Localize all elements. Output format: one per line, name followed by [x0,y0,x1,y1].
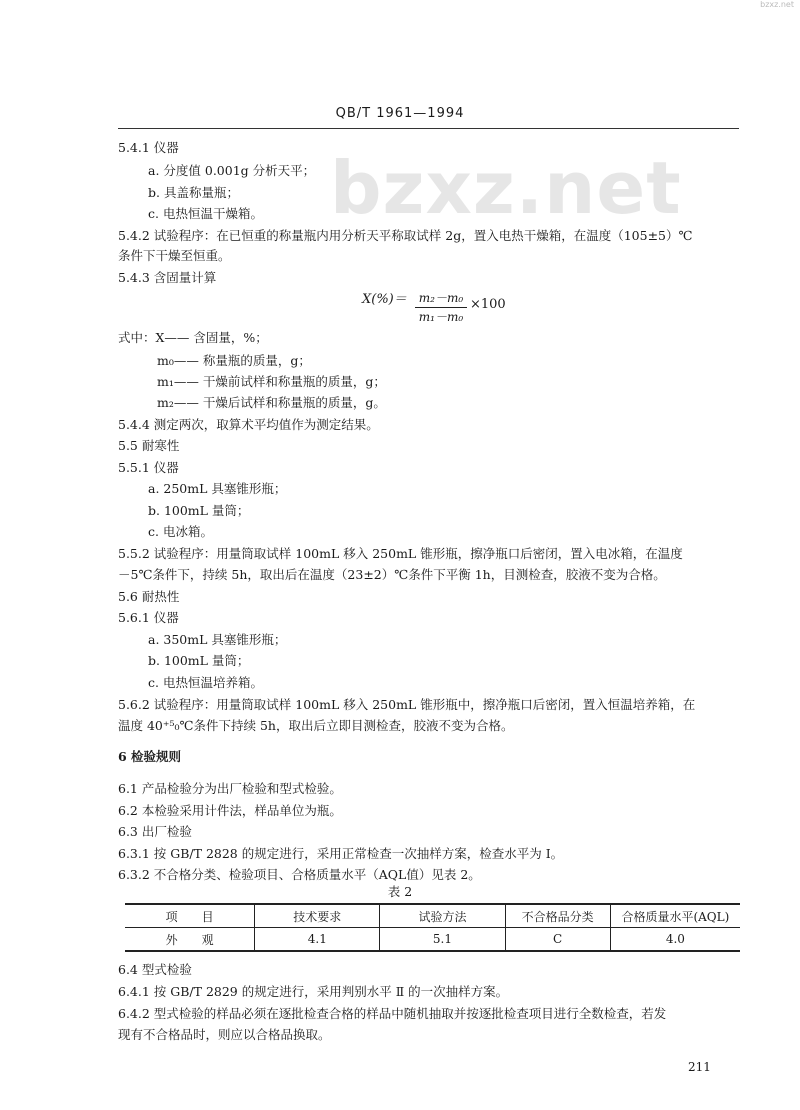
heading-6-3: 6.3 出厂检验 [118,824,192,839]
page-number: 211 [688,1060,711,1074]
table-header-cell: 项 目 [125,904,255,928]
page-header: QB/T 1961—1994 [335,106,465,121]
heading-6-4: 6.4 型式检验 [118,962,192,977]
list-item: a. 分度值 0.001g 分析天平； [148,163,316,178]
table-cell: 5.1 [380,928,505,952]
watermark: bzxz.net [330,146,682,230]
list-item: c. 电冰箱。 [148,524,213,539]
formula-lhs: X(%)＝ [362,292,407,307]
heading-5-5: 5.5 耐寒性 [118,438,180,453]
heading-5-4-1: 5.4.1 仪器 [118,140,179,155]
formula-numerator: m₂－m₀ [415,289,467,308]
paragraph: 6.3.1 按 GB/T 2828 的规定进行，采用正常检查一次抽样方案，检查水平为 Ⅰ。 [118,846,564,861]
table-caption: 表 2 [387,884,413,899]
legend-line: 式中：X—— 含固量，%； [118,330,268,345]
table-cell: C [505,928,610,952]
table-header-cell: 技术要求 [255,904,380,928]
paragraph: 6.1 产品检验分为出厂检验和型式检验。 [118,781,342,796]
header-rule [118,128,739,129]
paragraph: 现有不合格品时，则应以合格品换取。 [118,1027,331,1042]
list-item: c. 电热恒温培养箱。 [148,675,263,690]
table-cell: 外 观 [125,928,255,952]
paragraph: 温度 40⁺⁵₀℃条件下持续 5h，取出后立即目测检查，胶液不变为合格。 [118,718,514,733]
heading-5-5-1: 5.5.1 仪器 [118,460,179,475]
table-row [125,928,740,952]
formula-rhs: ×100 [470,297,506,312]
paragraph: 条件下干燥至恒重。 [118,248,231,263]
heading-5-6-1: 5.6.1 仪器 [118,610,179,625]
list-item: b. 100mL 量筒； [148,503,250,518]
heading-6: 6 检验规则 [118,749,182,764]
corner-mark: bzxz.net [760,0,794,9]
legend-line: m₁—— 干燥前试样和称量瓶的质量，g； [157,374,386,389]
table-cell: 4.0 [610,928,740,952]
formula-fraction [415,289,467,325]
paragraph: 6.3.2 不合格分类、检验项目、合格质量水平（AQL值）见表 2。 [118,867,481,882]
paragraph: 5.4.2 试验程序：在已恒重的称量瓶内用分析天平称取试样 2g，置入电热干燥箱，在温度（105±5）℃ [118,228,693,243]
heading-5-6: 5.6 耐热性 [118,589,180,604]
list-item: b. 具盖称量瓶； [148,185,239,200]
table-header-cell: 不合格品分类 [505,904,610,928]
table-header-cell: 合格质量水平(AQL) [610,904,740,928]
paragraph: 6.4.1 按 GB/T 2829 的规定进行，采用判别水平 Ⅱ 的一次抽样方案。 [118,984,509,999]
paragraph: 5.5.2 试验程序：用量筒取试样 100mL 移入 250mL 锥形瓶，擦净瓶口后密闭，置入电冰箱，在温度 [118,546,683,561]
list-item: a. 250mL 具塞锥形瓶； [148,481,287,496]
list-item: a. 350mL 具塞锥形瓶； [148,632,287,647]
formula-denominator: m₁－m₀ [418,310,464,324]
heading-5-4-3: 5.4.3 含固量计算 [118,270,217,285]
paragraph: 5.6.2 试验程序：用量筒取试样 100mL 移入 250mL 锥形瓶中，擦净瓶口后密闭，置入恒温培养箱，在 [118,697,696,712]
legend-line: m₀—— 称量瓶的质量，g； [157,353,311,368]
paragraph: 5.4.4 测定两次，取算术平均值作为测定结果。 [118,417,379,432]
table-2 [125,903,740,952]
list-item: c. 电热恒温干燥箱。 [148,206,263,221]
table-header-row [125,904,740,928]
list-item: b. 100mL 量筒； [148,653,250,668]
paragraph: 6.4.2 型式检验的样品必须在逐批检查合格的样品中随机抽取并按逐批检查项目进行全数检查，若发 [118,1006,667,1021]
legend-line: m₂—— 干燥后试样和称量瓶的质量，g。 [157,395,386,410]
paragraph: －5℃条件下，持续 5h，取出后在温度（23±2）℃条件下平衡 1h，目测检查，胶液不变为合格。 [118,567,666,582]
table-header-cell: 试验方法 [380,904,505,928]
table-cell: 4.1 [255,928,380,952]
paragraph: 6.2 本检验采用计件法，样品单位为瓶。 [118,803,342,818]
